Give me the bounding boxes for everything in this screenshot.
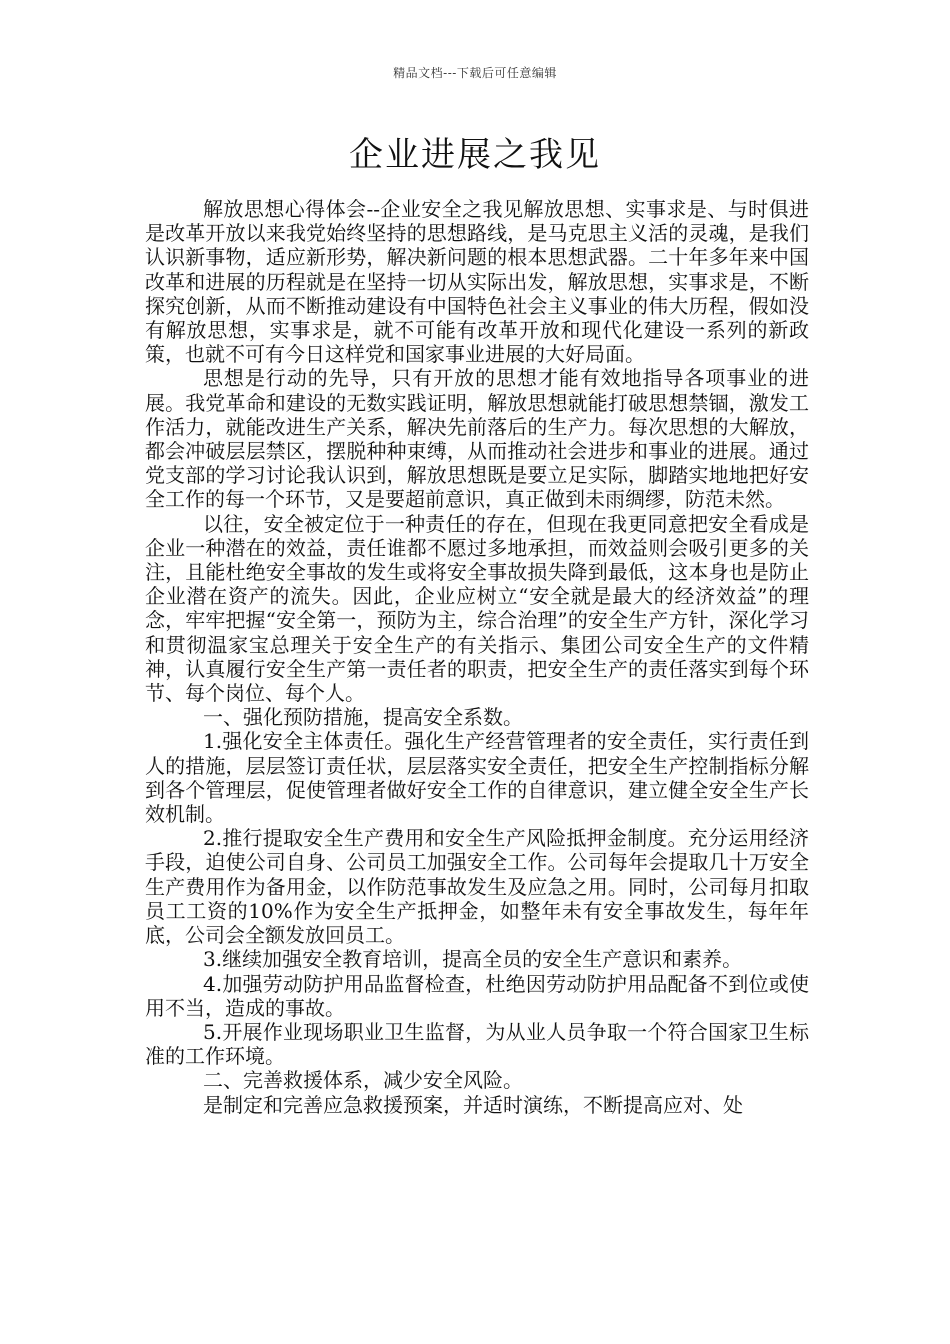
paragraph: 4.加强劳动防护用品监督检查，杜绝因劳动防护用品配备不到位或使用不当，造成的事故。: [145, 971, 809, 1020]
paragraph: 3.继续加强安全教育培训，提高全员的安全生产意识和素养。: [203, 947, 743, 972]
section-heading: 二、完善救援体系，减少安全风险。: [203, 1068, 523, 1093]
paragraph: 以往，安全被定位于一种责任的存在，但现在我更同意把安全看成是企业一种潜在的效益，责任谁都不愿过多地承担，而效益则会吸引更多的关注，且能杜绝安全事故的发生或将安全事故损失降到最低，这本身也是防止企业潜在资产的流失。因此，企业应树立“安全就是最大的经济效益”的理念，牢牢把握“安全第一，预防为主，综合治理”的安全生产方针，深化学习和贯彻温家宝总理关于安全生产的有关指示、集团公司安全生产的文件精神，认真履行安全生产第一责任者的职责，把安全生产的责任落实到每个环节、每个岗位、每个人。: [145, 511, 809, 706]
paragraph: 思想是行动的先导，只有开放的思想才能有效地指导各项事业的进展。我党革命和建设的无数实践证明，解放思想就能打破思想禁锢，激发工作活力，就能改进生产关系，解决先前落后的生产力。每次思想的大解放，都会冲破层层禁区，摆脱种种束缚，从而推动社会进步和事业的进展。通过党支部的学习讨论我认识到，解放思想既是要立足实际，脚踏实地地把好安全工作的每一个环节，又是要超前意识，真正做到未雨绸缪，防范未然。: [145, 366, 809, 512]
paragraph: 1.强化安全主体责任。强化生产经营管理者的安全责任，实行责任到人的措施，层层签订责任状，层层落实安全责任，把安全生产控制指标分解到各个管理层，促使管理者做好安全工作的自律意识，建立健全安全生产长效机制。: [145, 729, 809, 827]
section-heading: 一、强化预防措施，提高安全系数。: [203, 705, 523, 730]
paragraph: 解放思想心得体会--企业安全之我见解放思想、实事求是、与时俱进是改革开放以来我党始终坚持的思想路线，是马克思主义活的灵魂，是我们认识新事物，适应新形势，解决新问题的根本思想武器。二十年多年来中国改革和进展的历程就是在坚持一切从实际出发，解放思想，实事求是，不断探究创新，从而不断推动建设有中国特色社会主义事业的伟大历程，假如没有解放思想，实事求是，就不可能有改革开放和现代化建设一系列的新政策，也就不可有今日这样党和国家事业进展的大好局面。: [145, 197, 809, 367]
header-note: 精品文档---下载后可任意编辑: [393, 66, 557, 80]
document-body: [145, 197, 809, 1117]
paragraph: 2.推行提取安全生产费用和安全生产风险抵押金制度。充分运用经济手段，迫使公司自身、公司员工加强安全工作。公司每年会提取几十万安全生产费用作为备用金，以作防范事故发生及应急之用。同时，公司每月扣取员工工资的10%作为安全生产抵押金，如整年未有安全事故发生，每年年底，公司会全额发放回员工。: [145, 826, 809, 948]
paragraph: 5.开展作业现场职业卫生监督，为从业人员争取一个符合国家卫生标准的工作环境。: [145, 1019, 809, 1069]
paragraph: 是制定和完善应急救援预案，并适时演练，不断提高应对、处: [203, 1092, 743, 1117]
document-title: 企业进展之我见: [349, 135, 601, 175]
